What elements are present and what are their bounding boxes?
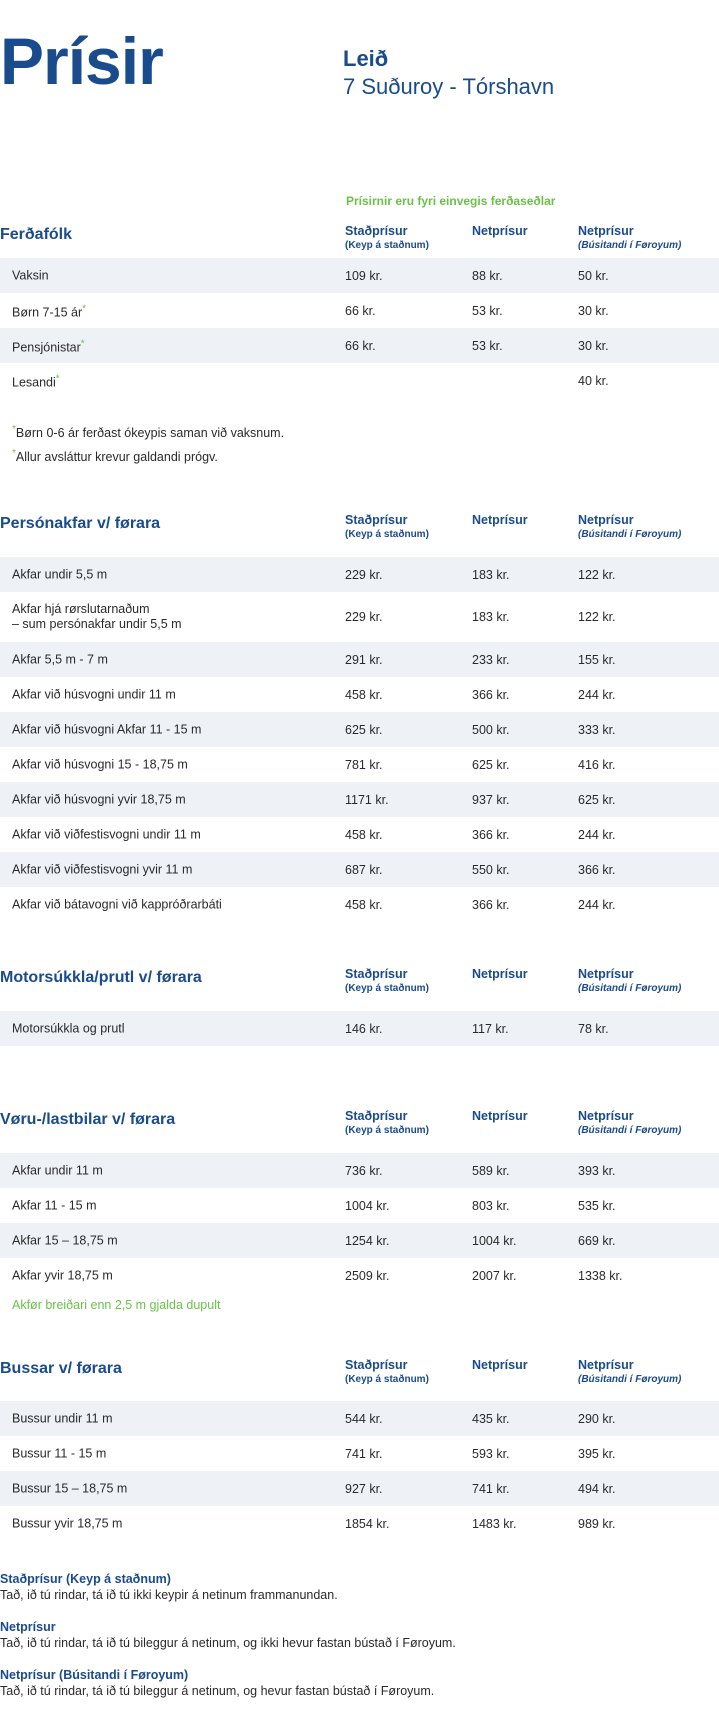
price-net: 53 kr. (472, 303, 503, 318)
price-stad: 229 kr. (345, 610, 383, 624)
col-header-stadprisur: Staðprísur (Keyp á staðnum) (345, 1358, 429, 1385)
price-net: 366 kr. (472, 687, 510, 702)
price-stad: 109 kr. (345, 268, 383, 283)
price-net: 117 kr. (472, 1021, 509, 1036)
footnote-children: *Børn 0-6 ár ferðast ókeypis saman við vaksnum. (12, 424, 285, 441)
col-header-netprisur-resident: Netprísur (Búsitandi í Føroyum) (578, 1109, 682, 1136)
section-title: Persónakfar v/ førara (0, 515, 161, 532)
table-row (0, 887, 719, 922)
price-net-resident: 366 kr. (578, 862, 616, 877)
row-label: Lesandi (12, 375, 56, 390)
price-net: 803 kr. (472, 1198, 510, 1213)
row-label: Akfar 5,5 m - 7 m (12, 652, 108, 666)
price-net: 589 kr. (472, 1163, 510, 1178)
table-row (0, 677, 719, 712)
row-label: Bussur yvir 18,75 m (12, 1516, 123, 1530)
price-net: 366 kr. (472, 897, 510, 912)
price-stad: 927 kr. (345, 1481, 383, 1496)
price-net-resident: 30 kr. (578, 338, 609, 353)
section-header (0, 509, 719, 555)
row-label: Akfar við viðfestisvogni undir 11 m (12, 827, 201, 841)
price-stad: 458 kr. (345, 687, 383, 702)
price-net-resident: 244 kr. (578, 897, 616, 912)
price-stad: 544 kr. (345, 1411, 383, 1426)
price-net: 88 kr. (472, 268, 503, 283)
asterisk-mark: * (80, 337, 85, 349)
price-net-resident: 50 kr. (578, 268, 609, 283)
row-label: Bussur undir 11 m (12, 1411, 113, 1425)
table-row (0, 1258, 719, 1293)
price-net-resident: 122 kr. (578, 610, 616, 624)
row-label: Motorsúkkla og prutl (12, 1021, 125, 1035)
definition-text: Tað, ið tú rindar, tá ið tú bileggur á netinum, og hevur fastan bústað í Føroyum. (0, 1684, 435, 1698)
price-stad: 625 kr. (345, 722, 383, 737)
row-label: Akfar við húsvogni undir 11 m (12, 687, 176, 701)
row-label: Akfar við bátavogni við kappróðrarbáti (12, 897, 222, 911)
table-row (0, 363, 719, 398)
price-net-resident: 393 kr. (578, 1163, 616, 1178)
price-net: 233 kr. (472, 652, 510, 667)
definition-title: Staðprísur (Keyp á staðnum) (0, 1572, 171, 1586)
row-label: Akfar við húsvogni yvir 18,75 m (12, 792, 186, 806)
price-net-resident: 494 kr. (578, 1481, 616, 1496)
price-net: 2007 kr. (472, 1268, 517, 1283)
section-title: Ferðafólk (0, 226, 73, 243)
price-stad: 741 kr. (345, 1446, 383, 1461)
table-row (0, 1436, 719, 1471)
price-net: 500 kr. (472, 722, 510, 737)
table-row (0, 258, 719, 293)
price-stad: 781 kr. (345, 757, 383, 772)
price-net-resident: 155 kr. (578, 652, 616, 667)
price-stad: 736 kr. (345, 1163, 383, 1178)
route-name: 7 Suðuroy - Tórshavn (343, 74, 555, 99)
price-net: 937 kr. (472, 792, 510, 807)
price-net-resident: 30 kr. (578, 303, 609, 318)
definition-netprisur-resident (0, 1668, 434, 1698)
table-row (0, 1011, 719, 1046)
col-header-stadprisur: Staðprísur (Keyp á staðnum) (345, 1109, 429, 1136)
price-stad: 229 kr. (345, 567, 383, 582)
price-stad: 2509 kr. (345, 1268, 390, 1283)
table-row (0, 328, 719, 363)
table-row (0, 1506, 719, 1541)
price-stad: 1254 kr. (345, 1233, 390, 1248)
row-label: Akfar undir 5,5 m (12, 567, 108, 581)
price-net: 625 kr. (472, 757, 510, 772)
price-net-resident: 78 kr. (578, 1021, 609, 1036)
table-row (0, 782, 719, 817)
price-net-resident: 625 kr. (578, 792, 616, 807)
col-header-netprisur: Netprísur (472, 513, 528, 527)
definition-title: Netprísur (0, 1620, 56, 1634)
price-stad: 458 kr. (345, 827, 383, 842)
definition-text: Tað, ið tú rindar, tá ið tú ikki keypir á netinum frammanundan. (0, 1588, 338, 1602)
price-net: 1483 kr. (472, 1516, 517, 1531)
price-net-resident: 290 kr. (578, 1411, 616, 1426)
price-net: 183 kr. (472, 567, 510, 582)
table-row (0, 1471, 719, 1506)
price-net-resident: 669 kr. (578, 1233, 616, 1248)
table-row (0, 1223, 719, 1258)
section-header (0, 1354, 719, 1400)
table-row (0, 852, 719, 887)
price-stad: 66 kr. (345, 338, 376, 353)
row-label: Akfar við viðfestisvogni yvir 11 m (12, 862, 193, 876)
row-label: Akfar við húsvogni Akfar 11 - 15 m (12, 722, 202, 736)
row-label: Akfar hjá rørslutarnaðum (12, 602, 150, 616)
price-stad: 66 kr. (345, 303, 376, 318)
price-stad: 146 kr. (345, 1021, 383, 1036)
table-row (0, 1401, 719, 1436)
price-net: 53 kr. (472, 338, 503, 353)
row-label: Vaksin (12, 268, 49, 282)
price-net-resident: 244 kr. (578, 827, 616, 842)
price-stad: 291 kr. (345, 652, 383, 667)
price-net-resident: 395 kr. (578, 1446, 616, 1461)
price-stad: 1171 kr. (345, 792, 389, 807)
price-net: 366 kr. (472, 827, 510, 842)
definition-stadprisur (0, 1572, 338, 1602)
col-header-stadprisur: Staðprísur (Keyp á staðnum) (345, 513, 429, 540)
table-row (0, 1153, 719, 1188)
row-label: Bussur 11 - 15 m (12, 1446, 107, 1460)
row-label: Pensjónistar (12, 340, 81, 355)
price-net-resident: 1338 kr. (578, 1268, 623, 1283)
wide-vehicle-note: Akfør breiðari enn 2,5 m gjalda dupult (12, 1298, 221, 1312)
table-row (0, 293, 719, 328)
section-header (0, 1105, 719, 1151)
row-label: Akfar við húsvogni 15 - 18,75 m (12, 757, 188, 771)
section-title: Motorsúkkla/prutl v/ førara (0, 969, 202, 986)
col-header-netprisur: Netprísur (472, 1358, 528, 1372)
section-ferdafolk (0, 220, 719, 398)
one-way-note: Prísirnir eru fyri einvegis ferðaseðlar (346, 194, 556, 208)
price-net: 741 kr. (472, 1481, 510, 1496)
section-personakfar (0, 509, 719, 922)
table-row (0, 557, 719, 592)
col-header-netprisur-resident: Netprísur (Búsitandi í Føroyum) (578, 513, 682, 540)
section-bussar (0, 1354, 719, 1541)
table-row (0, 817, 719, 852)
price-net: 435 kr. (472, 1411, 510, 1426)
section-motorsukkla (0, 963, 719, 1046)
col-header-netprisur: Netprísur (472, 967, 528, 981)
price-net: 550 kr. (472, 862, 510, 877)
row-label: Akfar undir 11 m (12, 1163, 103, 1177)
col-header-netprisur-resident: Netprísur (Búsitandi í Føroyum) (578, 967, 682, 994)
price-net-resident: 416 kr. (578, 757, 616, 772)
table-row (0, 592, 719, 642)
footnote-discount: *Allur avsláttur krevur galdandi prógv. (12, 448, 218, 465)
section-voru-lastbilar (0, 1105, 719, 1293)
table-row (0, 642, 719, 677)
col-header-netprisur-resident: Netprísur (Búsitandi í Føroyum) (578, 224, 682, 251)
row-label: Akfar 11 - 15 m (12, 1198, 97, 1212)
section-header (0, 963, 719, 1009)
asterisk-mark: * (55, 372, 60, 384)
col-header-netprisur: Netprísur (472, 1109, 528, 1123)
price-net-resident: 122 kr. (578, 567, 616, 582)
price-net: 183 kr. (472, 610, 510, 624)
price-stad: 1854 kr. (345, 1516, 390, 1531)
price-stad: 1004 kr. (345, 1198, 390, 1213)
table-row (0, 1188, 719, 1223)
route-label: Leið (343, 46, 389, 71)
col-header-stadprisur: Staðprísur (Keyp á staðnum) (345, 224, 429, 251)
col-header-stadprisur: Staðprísur (Keyp á staðnum) (345, 967, 429, 994)
row-label: Bussur 15 – 18,75 m (12, 1481, 128, 1495)
col-header-netprisur: Netprísur (472, 224, 528, 238)
price-net-resident: 333 kr. (578, 722, 616, 737)
price-net-resident: 40 kr. (578, 373, 609, 388)
definition-text: Tað, ið tú rindar, tá ið tú bileggur á netinum, og ikki hevur fastan bústað í Føroyum. (0, 1636, 456, 1650)
price-stad: 687 kr. (345, 862, 383, 877)
price-stad: 458 kr. (345, 897, 383, 912)
row-label: Akfar 15 – 18,75 m (12, 1233, 118, 1247)
price-net-resident: 535 kr. (578, 1198, 616, 1213)
price-net-resident: 989 kr. (578, 1516, 616, 1531)
definition-title: Netprísur (Búsitandi í Føroyum) (0, 1668, 189, 1682)
row-label-secondary: – sum persónakfar undir 5,5 m (12, 617, 182, 631)
row-label: Børn 7-15 ár (12, 305, 83, 320)
row-label: Akfar yvir 18,75 m (12, 1268, 113, 1282)
section-title: Vøru-/lastbilar v/ førara (0, 1111, 176, 1128)
asterisk-mark: * (82, 302, 87, 314)
definition-netprisur (0, 1620, 456, 1650)
price-net: 593 kr. (472, 1446, 510, 1461)
page-title: Prísir (0, 24, 163, 98)
section-title: Bussar v/ førara (0, 1360, 122, 1377)
table-row (0, 712, 719, 747)
table-row (0, 747, 719, 782)
price-net-resident: 244 kr. (578, 687, 616, 702)
price-net: 1004 kr. (472, 1233, 517, 1248)
col-header-netprisur-resident: Netprísur (Búsitandi í Føroyum) (578, 1358, 682, 1385)
